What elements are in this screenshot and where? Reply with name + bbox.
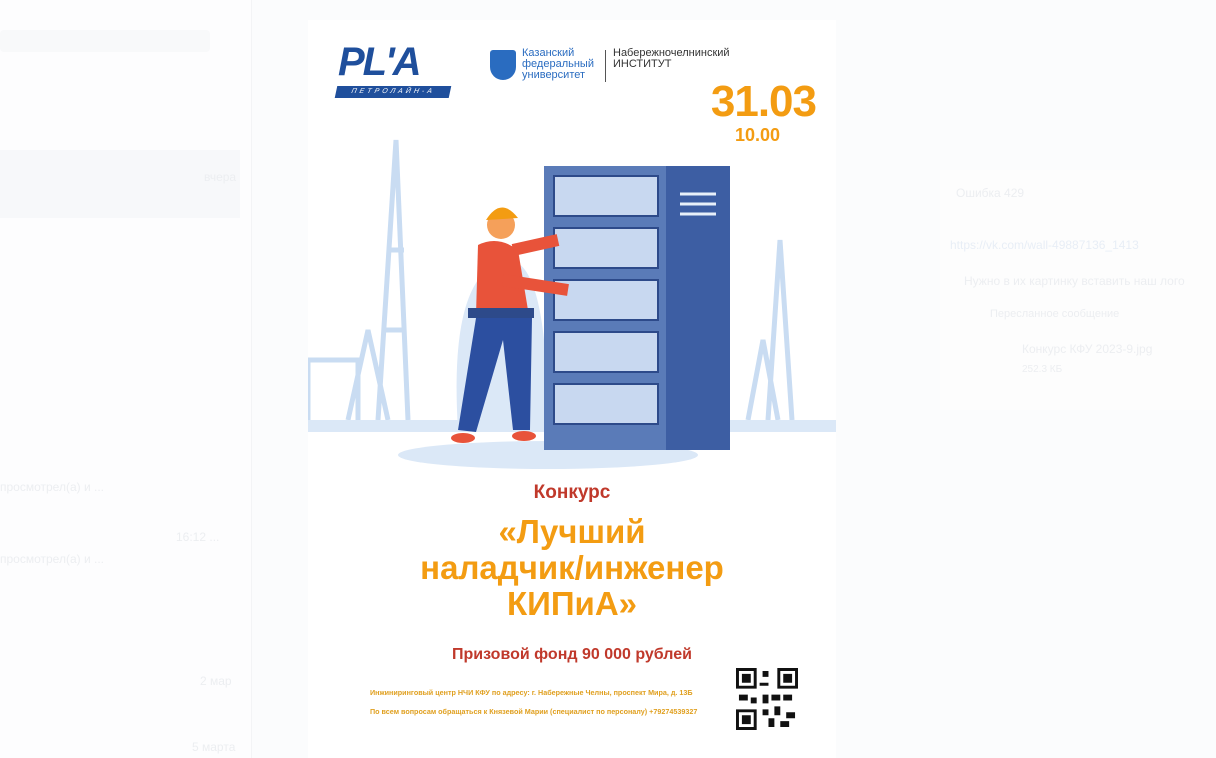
attachment-size: 252.3 КБ (1022, 364, 1063, 375)
kfu-line: университет (522, 69, 586, 81)
prize-fund: Призовой фонд 90 000 рублей (452, 646, 692, 663)
title-line: КИПиА» (506, 585, 638, 622)
chat-time: 5 марта (192, 740, 236, 754)
kfu-name (522, 48, 602, 81)
qr-code-icon (736, 668, 798, 730)
message-text: Нужно в их картинку вставить наш лого (964, 274, 1185, 288)
nchi-line: ИНСТИТУТ (613, 58, 672, 70)
chat-list-item-selected[interactable] (0, 150, 240, 218)
contest-title (308, 514, 836, 622)
image-viewer-poster[interactable] (308, 20, 836, 758)
event-time: 10.00 (734, 125, 780, 145)
address-text: Инжиниринговый центр НЧИ КФУ по адресу: г. Набережные Челны, проспект Мира, д. 13Б (370, 688, 693, 697)
title-line: «Лучший (498, 513, 646, 550)
chat-preview: просмотрел(а) и ... (0, 552, 104, 566)
logo-divider (605, 50, 606, 82)
nchi-name (613, 48, 730, 70)
contest-label: Конкурс (533, 482, 611, 503)
kfu-line: Казанский (522, 47, 575, 59)
title-line: наладчик/инженер (420, 549, 724, 586)
pla-logo-subtitle: ПЕТРОЛАЙН-А (335, 86, 452, 98)
kfu-shield-icon (490, 50, 516, 80)
message-thread (940, 170, 1216, 410)
chat-time: 16:12 ... (176, 530, 220, 544)
message-link[interactable]: https://vk.com/wall-49887136_1413 (950, 238, 1139, 252)
contact-text: По всем вопросам обращаться к Князевой Марии (специалист по персоналу) +79274539327 (370, 707, 698, 716)
nchi-line: Набережночелнинский (613, 47, 730, 59)
message-sender: Ошибка 429 (956, 186, 1025, 200)
search-input[interactable] (0, 30, 210, 52)
contact-info (370, 683, 697, 721)
event-date: 31.03 (710, 77, 816, 126)
chat-time: вчера (204, 170, 237, 184)
chat-list-panel (0, 0, 252, 758)
kfu-line: федеральный (522, 58, 594, 70)
attachment-name[interactable]: Конкурс КФУ 2023-9.jpg (1022, 342, 1153, 356)
chat-time: 2 мар (200, 674, 232, 688)
chat-preview: просмотрел(а) и ... (0, 480, 104, 494)
forwarded-label: Пересланное сообщение (990, 308, 1120, 320)
engineer-illustration (308, 130, 836, 480)
pla-logo: PL'A (338, 40, 420, 84)
